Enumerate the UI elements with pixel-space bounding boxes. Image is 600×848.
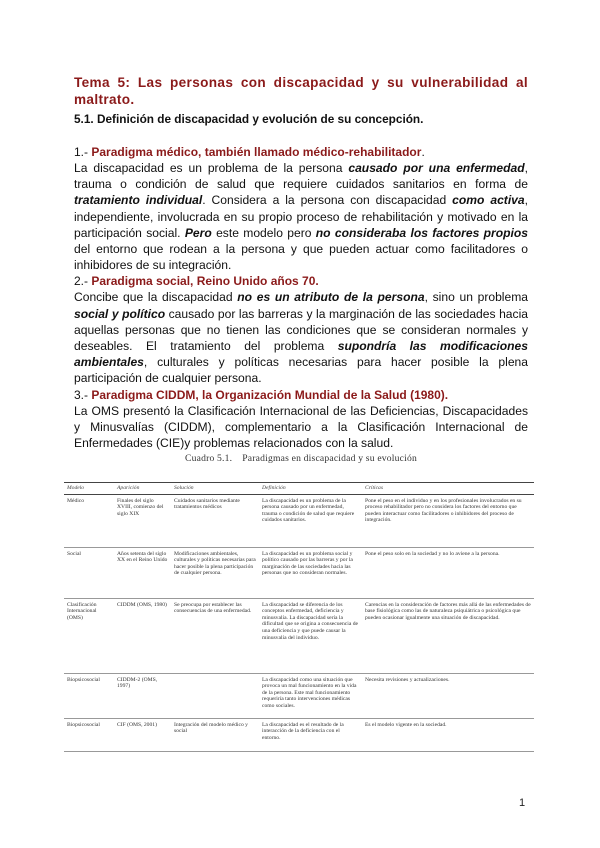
heading-number: 1.- xyxy=(74,145,92,159)
section-subtitle: 5.1. Definición de discapacidad y evolución de su concepción. xyxy=(74,112,424,126)
table-row xyxy=(64,547,534,598)
table-header-row xyxy=(64,483,534,495)
table-cell: La discapacidad es el resultado de la interacción de la deficiencia con el entorno. xyxy=(259,718,362,751)
text-run: , independiente, involucrada en su propio proceso de rehabilitación y motivado en la participación social. xyxy=(74,193,529,240)
heading-text: Paradigma CIDDM, la Organización Mundial de la Salud (1980). xyxy=(91,387,449,402)
table-cell: Biopsicosocial xyxy=(64,673,114,718)
text-run: , culturales y políticas necesarias para hacer posible la plena participación de cualquier persona. xyxy=(74,355,528,386)
table-cell: Modificaciones ambientales, culturales y políticas necesarias para hacer posible la plena participación de cualquier persona. xyxy=(171,547,259,598)
table-row xyxy=(64,673,534,718)
emphasis: supondría las modificaciones ambientales xyxy=(74,339,529,370)
emphasis: no es un atributo de la persona xyxy=(237,290,425,305)
heading-text: Paradigma médico, también llamado médico-rehabilitador xyxy=(91,145,422,159)
emphasis: causado por una enfermedad xyxy=(348,161,525,175)
paragraph-paradigma-social xyxy=(74,289,528,386)
table-cell: Pone el peso en el individuo y en los profesionales involucrados en su proceso rehabilitador pero no considera los factores del entorno que pueden interactuar como facilitadores o inhibidores del proceso de integración. xyxy=(362,494,534,547)
table-cell: Años setenta del siglo XX en el Reino Unido xyxy=(114,547,171,598)
text-run: , trauma o condición de salud que requiere cuidados sanitarios en forma de xyxy=(74,161,528,192)
table-cell: Cuidados sanitarios mediante tratamientos médicos xyxy=(171,494,259,547)
text-run: La discapacidad es un problema de la persona xyxy=(74,161,349,175)
text-run: La OMS presentó la Clasificación Internacional de las Deficiencias, Discapacidades y Minusvalías (CIDDM), complementario a la Clasificación Internacional de Enfermedades (CIE)y problemas relacionados con la salud. xyxy=(74,403,528,451)
table-cell xyxy=(171,673,259,718)
emphasis: como activa xyxy=(452,193,525,208)
emphasis: Pero xyxy=(184,225,212,240)
heading-text: Paradigma social, Reino Unido años 70. xyxy=(91,274,319,289)
header-modelo: Modelo xyxy=(64,483,114,495)
paradigms-table xyxy=(64,482,534,752)
header-aparicion: Aparición xyxy=(114,483,171,495)
table-cell: Se preocupa por establecer las consecuencias de una enfermedad. xyxy=(171,598,259,673)
table-cell: CIDDM-2 (OMS, 1997) xyxy=(114,673,171,718)
heading-paradigma-ciddm xyxy=(74,387,528,403)
header-criticas: Críticas xyxy=(362,483,534,495)
table-caption xyxy=(74,453,528,464)
table-row xyxy=(64,494,534,547)
heading-number: 2.- xyxy=(74,274,92,289)
table-cell: La discapacidad es un problema social y político causado por las barreras y por la marginación de las sociedades hacia las personas que no consideran normales. xyxy=(259,547,362,598)
table-caption-text: Paradigmas en discapacidad y su evolución xyxy=(242,453,417,465)
emphasis: tratamiento individual xyxy=(74,193,203,208)
page-title: Tema 5: Las personas con discapacidad y su vulnerabilidad al maltrato. xyxy=(74,75,528,107)
table-cell: Integración del modelo médico y social xyxy=(171,718,259,751)
heading-number: 3.- xyxy=(74,387,92,402)
table-number: Cuadro 5.1. xyxy=(185,453,233,465)
text-run: . Considera a la persona con discapacidad xyxy=(202,193,453,208)
page-number: 1 xyxy=(519,797,526,809)
table-cell: La discapacidad se diferencia de los conceptos enfermedad, deficiencia y minusvalía. La discapacidad sería la dificultad que se origina a consecuencia de una deficiencia y que puede causar la minusvalía del individuo. xyxy=(259,598,362,673)
table-cell: Clasificación Internacional (OMS) xyxy=(64,598,114,673)
document-content xyxy=(74,74,528,466)
table-cell: La discapacidad es un problema de la persona causado por un enfermedad, trauma o condición de salud que requiere cuidados sanitarios. xyxy=(259,494,362,547)
table-cell: Es el modelo vigente en la sociedad. xyxy=(362,718,534,751)
table-cell: CIF (OMS, 2001) xyxy=(114,718,171,751)
table-row xyxy=(64,598,534,673)
text-run: causado por las barreras y la marginación de las sociedades hacia aquellas personas que no tienen las condiciones que se consideran normales y deseables. El tratamiento del problema xyxy=(74,306,528,354)
table-cell: La discapacidad como una situación que provoca un mal funcionamiento en la vida de la persona. Este mal funcionamiento requeriría tanto intervenciones médicas como sociales. xyxy=(259,673,362,718)
text-run: Concibe que la discapacidad xyxy=(74,290,238,305)
table-cell: Social xyxy=(64,547,114,598)
table-cell: Carencias en la consideración de factores más allá de las enfermedades de base fisiológica como las de naturaleza psiquiátrica o psicológica que pueden ocasionar igualmente una situación de discapacidad. xyxy=(362,598,534,673)
paragraph-paradigma-medico xyxy=(74,160,528,273)
paragraph-paradigma-ciddm xyxy=(74,403,528,452)
emphasis: social y político xyxy=(74,306,166,321)
table-cell: Médico xyxy=(64,494,114,547)
heading-end: . xyxy=(421,145,425,159)
table-cell: Pone el peso solo en la sociedad y no lo aviene a la persona. xyxy=(362,547,534,598)
emphasis: no consideraba los factores propios xyxy=(315,225,529,240)
header-definicion: Definición xyxy=(259,483,362,495)
text-run: del entorno que rodean a la persona y que pueden actuar como facilitadores o inhibidores de su integración. xyxy=(74,242,528,273)
header-solucion: Solución xyxy=(171,483,259,495)
table-cell: Necesita revisiones y actualizaciones. xyxy=(362,673,534,718)
table-cell: CIDDM (OMS, 1980) xyxy=(114,598,171,673)
text-run: , sino un problema xyxy=(424,290,529,305)
text-run: este modelo pero xyxy=(211,225,316,240)
table-cell: Biopsicosocial xyxy=(64,718,114,751)
heading-paradigma-social xyxy=(74,273,528,289)
heading-paradigma-medico xyxy=(74,144,528,160)
table-cell: Finales del siglo XVIII, comienzo del siglo XIX xyxy=(114,494,171,547)
table-row xyxy=(64,718,534,751)
